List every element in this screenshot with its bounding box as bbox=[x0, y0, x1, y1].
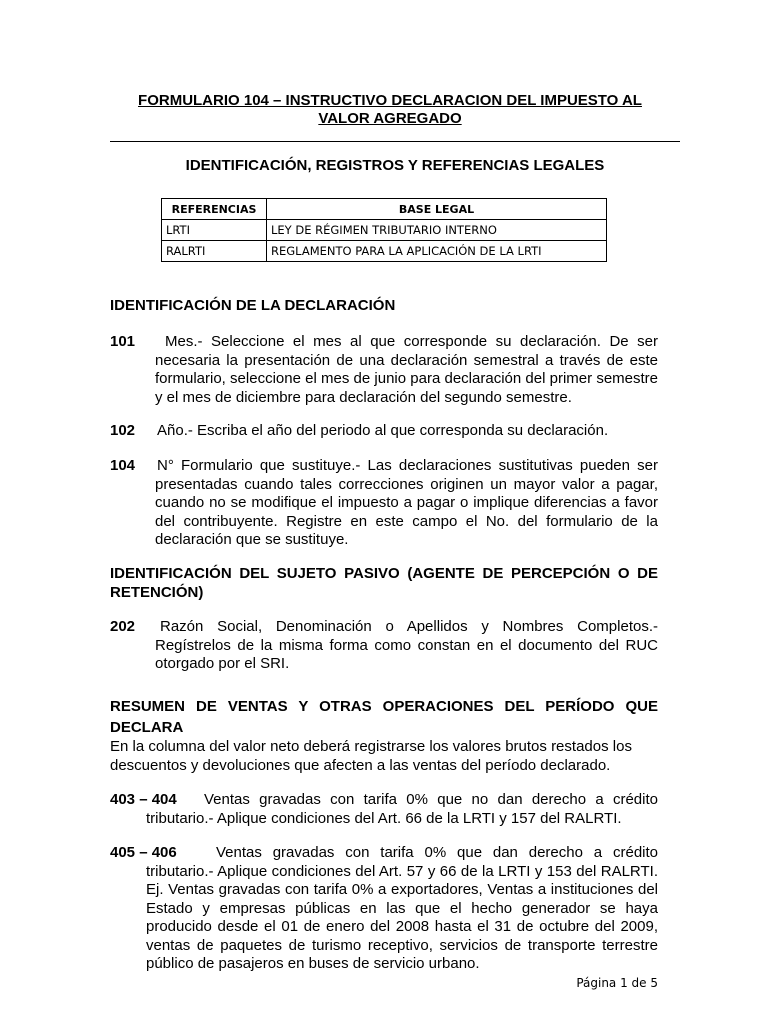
table-cell: RALRTI bbox=[162, 241, 267, 262]
section-intro: En la columna del valor neto deberá registrarse los valores brutos restados los descuentos y devoluciones que afecten a las ventas del período declarado. bbox=[110, 738, 632, 774]
column-header: BASE LEGAL bbox=[267, 199, 607, 220]
field-description: Ventas gravadas con tarifa 0% que no dan derecho a crédito tributario.- Aplique condiciones del Art. 66 de la LRTI y 157 del RALRTI. bbox=[146, 791, 658, 827]
title-line-2: VALOR AGREGADO bbox=[318, 110, 462, 127]
page-number: Página 1 de 5 bbox=[576, 976, 658, 990]
document-title bbox=[110, 92, 670, 128]
table-cell: LRTI bbox=[162, 220, 267, 241]
section-heading: RESUMEN DE VENTAS Y OTRAS OPERACIONES DEL PERÍODO QUE DECLARA bbox=[110, 698, 658, 736]
section-heading: IDENTIFICACIÓN DEL SUJETO PASIVO (AGENTE DE PERCEPCIÓN O DE RETENCIÓN) bbox=[110, 565, 658, 601]
column-header: REFERENCIAS bbox=[162, 199, 267, 220]
table-header-row bbox=[162, 199, 607, 220]
field-description: Razón Social, Denominación o Apellidos y Nombres Completos.- Regístrelos de la misma forma como constan en el documento del RUC otorgado por el SRI. bbox=[155, 618, 658, 672]
legal-references-table bbox=[161, 198, 607, 262]
table-cell: REGLAMENTO PARA LA APLICACIÓN DE LA LRTI bbox=[267, 241, 607, 262]
field-code: 104 bbox=[110, 457, 136, 474]
title-line-1: FORMULARIO 104 – INSTRUCTIVO DECLARACION DEL IMPUESTO AL bbox=[138, 92, 642, 109]
table-row bbox=[162, 220, 607, 241]
field-description: Ventas gravadas con tarifa 0% que dan derecho a crédito tributario.- Aplique condiciones del Art. 57 y 66 de la LRTI y 153 del RALRTI. Ej. Ventas gravadas con tarifa 0% a exportadores, Ventas a instituciones del Estado y empresas públicas en las que el hecho generador se haya producido desde el 01 de enero del 2008 hasta el 31 de octubre del 2009, ventas de paquetes de turismo receptivo, servicios de transporte terrestre público de pasajeros en buses de servicio urbano. bbox=[146, 844, 658, 972]
field-description: Mes.- Seleccione el mes al que corresponde su declaración. De ser necesaria la presentación de una declaración semestral a través de este formulario, seleccione el mes de junio para declaración del primer semestre y el mes de diciembre para declaración del segundo semestre. bbox=[155, 333, 658, 406]
table-row bbox=[162, 241, 607, 262]
field-code: 202 bbox=[110, 618, 136, 635]
section-heading: IDENTIFICACIÓN DE LA DECLARACIÓN bbox=[110, 297, 396, 314]
field-description: Año.- Escriba el año del periodo al que corresponda su declaración. bbox=[157, 422, 609, 439]
table-cell: LEY DE RÉGIMEN TRIBUTARIO INTERNO bbox=[267, 220, 607, 241]
field-code: 101 bbox=[110, 333, 136, 350]
field-code: 102 bbox=[110, 422, 136, 439]
field-code: 405 – 406 bbox=[110, 844, 177, 861]
field-description: N° Formulario que sustituye.- Las declaraciones sustitutivas pueden ser presentadas cuando tales correcciones originen un mayor valor a pagar, cuando no se modifique el impuesto a pagar o implique diferencias a favor del contribuyente. Registre en este campo el No. del formulario de la declaración que se sustituye. bbox=[155, 457, 658, 548]
field-code: 403 – 404 bbox=[110, 791, 177, 808]
horizontal-rule bbox=[110, 141, 680, 142]
section-subtitle: IDENTIFICACIÓN, REGISTROS Y REFERENCIAS LEGALES bbox=[185, 157, 605, 174]
